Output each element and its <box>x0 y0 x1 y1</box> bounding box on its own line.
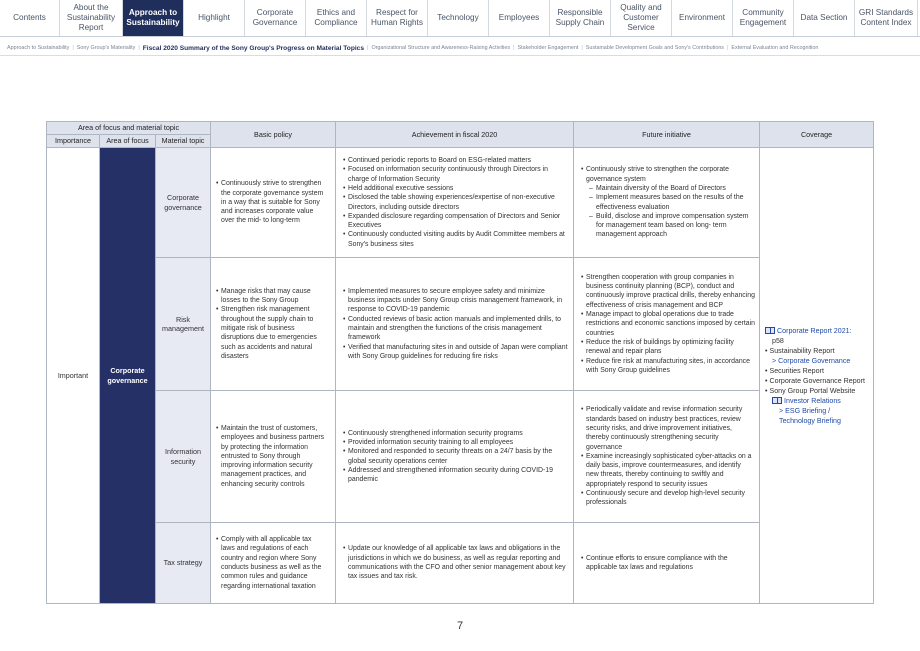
bullet-list <box>212 535 334 591</box>
technology-briefing-link[interactable]: Technology Briefing <box>779 416 841 425</box>
material-topics-table <box>46 121 874 604</box>
table-row <box>47 391 874 523</box>
corporate-report-label: Corporate Report 2021: <box>777 326 852 335</box>
achievement-cell <box>336 391 574 523</box>
corporate-governance-link-label: Corporate Governance <box>778 356 851 365</box>
list-item: • Strengthen risk management throughout the supply chain to mitigate risk of business disruptions due to emergencies such as accidents and natural disasters <box>216 305 326 361</box>
chevron-right-icon: > <box>779 406 786 415</box>
bullet-list <box>575 554 758 573</box>
breadcrumb-item[interactable]: Stakeholder Engagement <box>517 45 579 51</box>
list-item: • Reduce fire risk at manufacturing sites, in accordance with Sony Group guidelines <box>581 357 755 376</box>
material-topic-cell <box>156 523 211 604</box>
table-row <box>47 148 874 258</box>
basic-policy-cell <box>211 258 336 391</box>
future-initiative-cell <box>574 258 760 391</box>
breadcrumb-separator: | <box>367 45 369 51</box>
esg-briefing-link[interactable] <box>765 406 868 416</box>
list-item: • Continuously secure and develop high-level security professionals <box>581 489 755 508</box>
esg-briefing-label: ESG Briefing / <box>785 406 831 415</box>
header-area-group: Area of focus and material topic <box>47 122 211 135</box>
divider <box>0 55 920 56</box>
list-item: • Continued periodic reports to Board on ESG-related matters <box>343 156 569 165</box>
nav-item-ethics-and-compliance[interactable]: Ethics and Compliance <box>306 0 367 36</box>
list-item: • Continuously strengthened information security programs <box>343 429 569 438</box>
header-basic-policy: Basic policy <box>211 122 336 148</box>
list-item: • Continuously conducted visiting audits by Audit Committee members at Sony's business sites <box>343 230 569 249</box>
securities-report-label: Securities Report <box>769 366 824 375</box>
breadcrumb-separator: | <box>513 45 515 51</box>
list-item: • Disclosed the table showing experiences/expertise of non-executive Directors, including outside directors <box>343 193 569 212</box>
nav-item-approach-to-sustainability[interactable]: Approach to Sustainability <box>123 0 184 36</box>
bullet-list <box>575 273 758 375</box>
corporate-report-link[interactable] <box>765 326 868 336</box>
list-item: • Expanded disclosure regarding compensation of Directors and Senior Executives <box>343 212 569 231</box>
nav-item-employees[interactable]: Employees <box>489 0 550 36</box>
page-number: 7 <box>456 620 464 632</box>
material-topic-label: Tax strategy <box>163 558 203 568</box>
bullet-list <box>337 156 572 249</box>
nav-item-environment[interactable]: Environment <box>672 0 733 36</box>
header-future-initiative: Future initiative <box>574 122 760 148</box>
top-nav <box>0 0 920 37</box>
book-icon <box>765 327 775 334</box>
bullet-list <box>337 429 572 485</box>
material-topic-label: Information security <box>165 447 201 466</box>
nav-item-about-the-sustainability-report[interactable]: About the Sustainability Report <box>60 0 123 36</box>
list-item: • Implemented measures to secure employee safety and minimize business impacts under Sony Group crisis management framework, in response to COVID-19 pandemic <box>343 287 569 315</box>
table-row <box>47 258 874 391</box>
cg-report-bullet: • Corporate Governance Report <box>765 376 865 385</box>
investor-relations-label: Investor Relations <box>784 396 841 405</box>
list-item: • Held additional executive sessions <box>343 184 569 193</box>
header-area-of-focus: Area of focus <box>100 135 156 148</box>
future-initiative-cell <box>574 148 760 258</box>
breadcrumb-item[interactable]: Sony Group's Materiality <box>76 45 136 51</box>
material-topic-cell <box>156 391 211 523</box>
nav-item-highlight[interactable]: Highlight <box>184 0 245 36</box>
nav-item-contents[interactable]: Contents <box>0 0 60 36</box>
basic-policy-cell <box>211 523 336 604</box>
sustainability-report-label: Sustainability Report <box>769 346 835 355</box>
nav-item-respect-for-human-rights[interactable]: Respect for Human Rights <box>367 0 428 36</box>
list-item: • Examine increasingly sophisticated cyber-attacks on a daily basis, improve countermeasures, and identify new threats, thereby continuing to swiftly and appropriately respond to security issues <box>581 452 755 489</box>
importance-cell: Important <box>47 148 100 604</box>
material-topic-cell <box>156 148 211 258</box>
securities-report-bullet: • Securities Report <box>765 366 824 375</box>
list-item: • Continue efforts to ensure compliance with the applicable tax laws and regulations <box>581 554 755 573</box>
area-of-focus-cell <box>100 148 156 604</box>
list-item: – Implement measures based on the results of the effectiveness evaluation <box>581 193 755 212</box>
list-item: • Provided information security training to all employees <box>343 438 569 447</box>
future-initiative-cell <box>574 391 760 523</box>
breadcrumb-item[interactable]: Approach to Sustainability <box>7 45 70 51</box>
nav-item-gri-standards-content-index[interactable]: GRI Standards Content Index <box>855 0 918 36</box>
list-item: • Addressed and strengthened information security during COVID-19 pandemic <box>343 466 569 485</box>
list-item: • Strengthen cooperation with group companies in business continuity planning (BCP), conduct and continuously improve practical drills, thereby enhancing effectiveness of crisis management and BCP <box>581 273 755 310</box>
list-item: • Focused on information security continuously through Directors in charge of Information Security <box>343 165 569 184</box>
coverage-cell <box>760 148 874 604</box>
portal-label: Sony Group Portal Website <box>769 386 856 395</box>
list-item: • Manage impact to global operations due to trade restrictions and economic sanctions imposed by certain countries <box>581 310 755 338</box>
breadcrumb <box>4 42 916 54</box>
web-icon <box>772 397 782 404</box>
bullet-list <box>575 165 758 239</box>
achievement-cell <box>336 148 574 258</box>
material-topic-label: Risk management <box>162 314 204 333</box>
basic-policy-cell <box>211 148 336 258</box>
cg-report-label: Corporate Governance Report <box>769 376 865 385</box>
header-material-topic: Material topic <box>156 135 211 148</box>
area-of-focus-label: Corporate governance <box>107 366 148 385</box>
list-item: • Update our knowledge of all applicable tax laws and obligations in the jurisdictions in which we do business, as well as regular reporting and communications with the CFO and other senior management about key tax issues and tax risk. <box>343 544 569 581</box>
nav-item-data-section[interactable]: Data Section <box>794 0 855 36</box>
header-coverage: Coverage <box>760 122 874 148</box>
bullet-list <box>212 424 334 489</box>
chevron-right-icon: > <box>772 356 779 365</box>
list-item: • Monitored and responded to security threats on a 24/7 basis by the global security operations center <box>343 447 569 466</box>
corporate-report-page: p58 <box>772 336 784 345</box>
list-item: • Continuously strive to strengthen the corporate governance system in a way that is suitable for Sony and increases corporate value over the mid- to long-term <box>216 179 326 225</box>
nav-item-community-engagement[interactable]: Community Engagement <box>733 0 794 36</box>
breadcrumb-separator: | <box>727 45 729 51</box>
nav-item-corporate-governance[interactable]: Corporate Governance <box>245 0 306 36</box>
breadcrumb-item[interactable]: Sustainable Development Goals and Sony's Contributions <box>585 45 725 51</box>
sustainability-report-bullet: • Sustainability Report <box>765 346 835 355</box>
achievement-cell <box>336 258 574 391</box>
nav-item-technology[interactable]: Technology <box>428 0 489 36</box>
future-initiative-cell <box>574 523 760 604</box>
bullet-list <box>337 544 572 581</box>
breadcrumb-separator: | <box>581 45 583 51</box>
material-topic-cell <box>156 258 211 391</box>
list-item: • Verified that manufacturing sites in and outside of Japan were compliant with Sony Group guidelines for reducing fire risks <box>343 343 569 362</box>
material-topic-label: Corporate governance <box>164 193 202 212</box>
bullet-list <box>212 179 334 225</box>
investor-relations-link[interactable] <box>765 396 868 406</box>
portal-bullet: • Sony Group Portal Website <box>765 386 856 395</box>
list-item: – Build, disclose and improve compensation system for management team based on long- term management approach <box>581 212 755 240</box>
list-item: • Maintain the trust of customers, employees and business partners by protecting the information entrusted to Sony through improving information security management practices, and enhancing security controls <box>216 424 326 489</box>
breadcrumb-item[interactable]: Fiscal 2020 Summary of the Sony Group's Progress on Material Topics <box>142 44 365 52</box>
list-item: • Periodically validate and revise information security standards based on industry best practices, review security risks, and drive improvement initiatives, thereby continuously strengthening security governance <box>581 405 755 451</box>
header-importance: Importance <box>47 135 100 148</box>
nav-item-quality-and-customer-service[interactable]: Quality and Customer Service <box>611 0 672 36</box>
bullet-list <box>337 287 572 361</box>
list-item: – Maintain diversity of the Board of Directors <box>581 184 755 193</box>
list-item: • Reduce the risk of buildings by optimizing facility renewal and repair plans <box>581 338 755 357</box>
list-item: • Continuously strive to strengthen the corporate governance system <box>581 165 755 184</box>
table-row <box>47 523 874 604</box>
bullet-list <box>575 405 758 507</box>
corporate-governance-link[interactable] <box>765 356 868 366</box>
bullet-list <box>212 287 334 361</box>
basic-policy-cell <box>211 391 336 523</box>
achievement-cell <box>336 523 574 604</box>
nav-item-responsible-supply-chain[interactable]: Responsible Supply Chain <box>550 0 611 36</box>
list-item: • Comply with all applicable tax laws and regulations of each country and region where Sony conducts business as well as the common rules and guidance regarding international taxation <box>216 535 326 591</box>
breadcrumb-separator: | <box>72 45 74 51</box>
breadcrumb-separator: | <box>138 45 140 51</box>
list-item: • Conducted reviews of basic action manuals and implemented drills, to maintain and strengthen the functions of the crisis management framework <box>343 315 569 343</box>
breadcrumb-item[interactable]: External Evaluation and Recognition <box>731 45 819 51</box>
breadcrumb-item[interactable]: Organizational Structure and Awareness-Raising Activities <box>371 45 511 51</box>
list-item: • Manage risks that may cause losses to the Sony Group <box>216 287 326 306</box>
header-achievement: Achievement in fiscal 2020 <box>336 122 574 148</box>
